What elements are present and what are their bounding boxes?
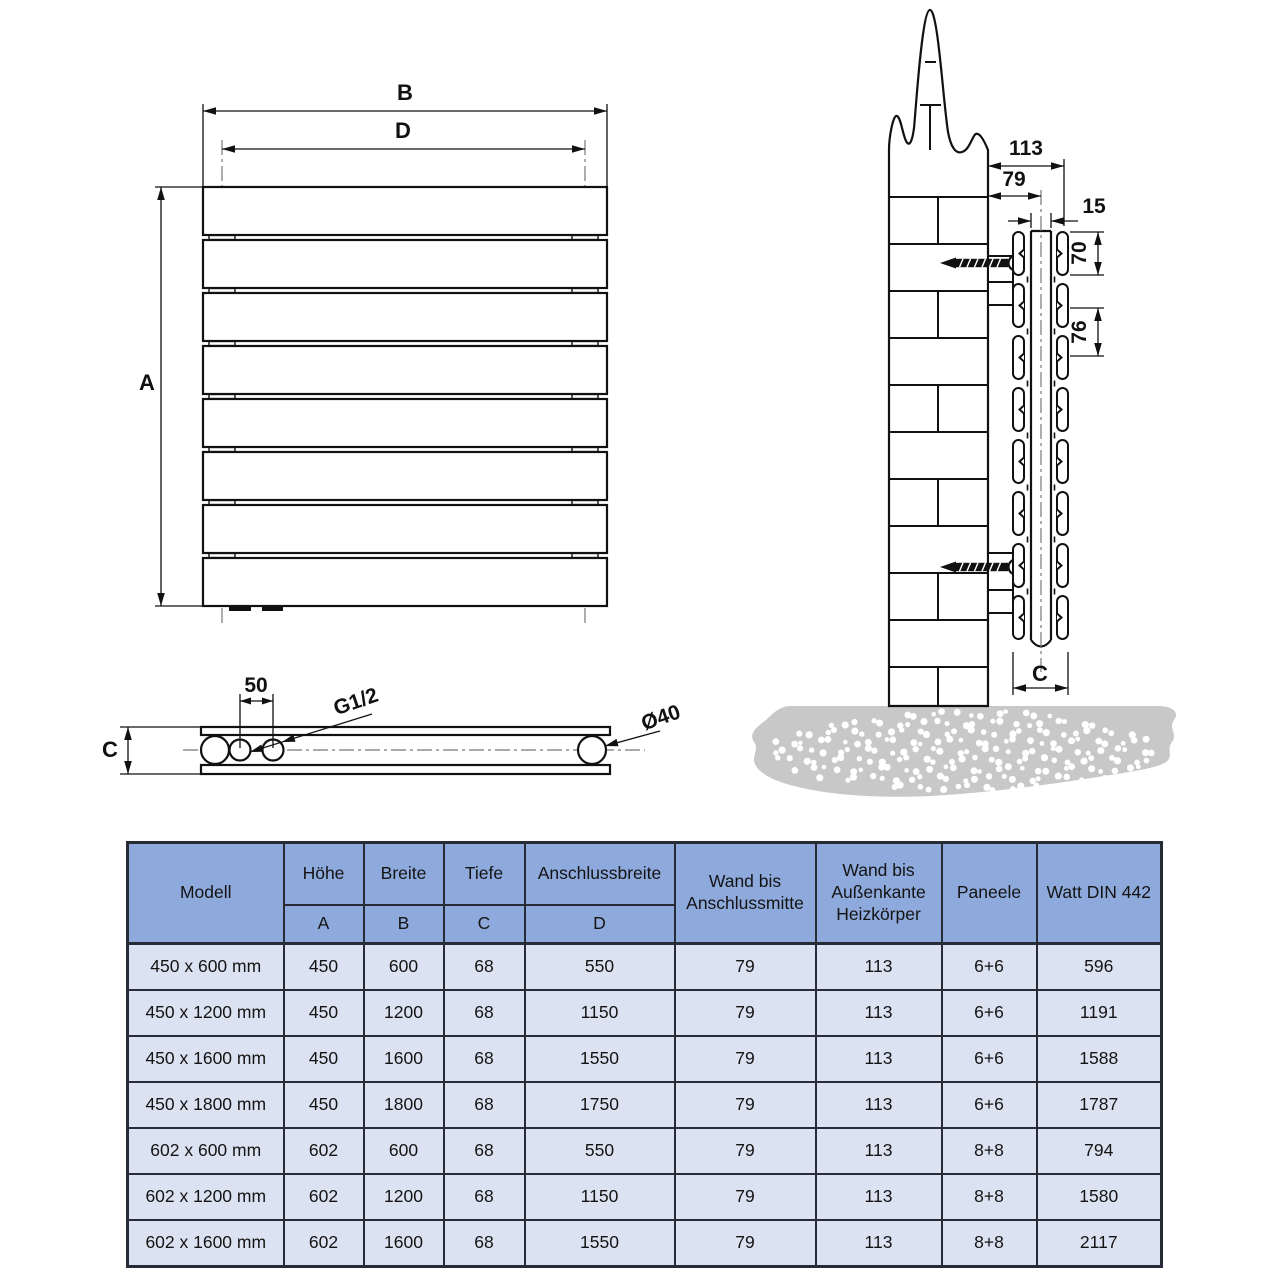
table-cell: 79 xyxy=(675,1128,816,1174)
dim-label-113: 113 xyxy=(1009,137,1043,160)
table-row xyxy=(128,1036,1162,1082)
table-cell: 602 x 1200 mm xyxy=(128,1174,284,1220)
col-header-paneele: Paneele xyxy=(942,843,1037,944)
col-header-hoehe: Höhe xyxy=(284,843,364,906)
col-header-wand-aussen: Wand bis Außenkante Heizkörper xyxy=(816,843,942,944)
dim-label-d: D xyxy=(395,118,411,143)
table-cell: 1550 xyxy=(525,1220,675,1267)
table-cell: 602 x 1600 mm xyxy=(128,1220,284,1267)
table-cell: 8+8 xyxy=(942,1128,1037,1174)
table-cell: 602 x 600 mm xyxy=(128,1128,284,1174)
table-row xyxy=(128,1174,1162,1220)
table-cell: 79 xyxy=(675,1174,816,1220)
table-cell: 602 xyxy=(284,1128,364,1174)
table-cell: 68 xyxy=(444,944,525,991)
table-row xyxy=(128,1128,1162,1174)
table-cell: 79 xyxy=(675,944,816,991)
dim-label-b: B xyxy=(397,80,413,105)
table-cell: 450 x 1800 mm xyxy=(128,1082,284,1128)
table-row xyxy=(128,944,1162,991)
col-subheader-a: A xyxy=(284,905,364,944)
plan-view xyxy=(102,674,683,774)
table-cell: 450 xyxy=(284,990,364,1036)
table-row xyxy=(128,1082,1162,1128)
table-cell: 450 x 1200 mm xyxy=(128,990,284,1036)
table-cell: 450 xyxy=(284,1036,364,1082)
side-view xyxy=(889,10,1106,706)
table-cell: 1150 xyxy=(525,990,675,1036)
dim-label-76: 76 xyxy=(1068,320,1091,344)
col-header-anschlussbreite: Anschlussbreite xyxy=(525,843,675,906)
table-cell: 1600 xyxy=(364,1220,444,1267)
table-cell: 1750 xyxy=(525,1082,675,1128)
col-header-watt: Watt DIN 442 xyxy=(1037,843,1162,944)
table-cell: 79 xyxy=(675,1082,816,1128)
table-cell: 68 xyxy=(444,990,525,1036)
spec-table-body xyxy=(128,944,1162,1267)
table-cell: 6+6 xyxy=(942,944,1037,991)
table-cell: 79 xyxy=(675,990,816,1036)
table-cell: 79 xyxy=(675,1036,816,1082)
table-cell: 79 xyxy=(675,1220,816,1267)
col-subheader-b: B xyxy=(364,905,444,944)
spec-table-header xyxy=(128,843,1162,944)
table-cell: 450 xyxy=(284,944,364,991)
table-cell: 6+6 xyxy=(942,1036,1037,1082)
col-header-wand-mitte: Wand bis Anschlussmitte xyxy=(675,843,816,944)
table-cell: 68 xyxy=(444,1036,525,1082)
table-cell: 68 xyxy=(444,1174,525,1220)
table-cell: 68 xyxy=(444,1220,525,1267)
col-header-modell: Modell xyxy=(128,843,284,944)
table-cell: 550 xyxy=(525,944,675,991)
table-cell: 600 xyxy=(364,944,444,991)
table-cell: 113 xyxy=(816,1082,942,1128)
col-subheader-d: D xyxy=(525,905,675,944)
table-cell: 794 xyxy=(1037,1128,1162,1174)
table-row xyxy=(128,1220,1162,1267)
table-cell: 1191 xyxy=(1037,990,1162,1036)
table-cell: 600 xyxy=(364,1128,444,1174)
table-cell: 1550 xyxy=(525,1036,675,1082)
table-cell: 602 xyxy=(284,1220,364,1267)
ground-texture xyxy=(752,706,1176,797)
table-row xyxy=(128,990,1162,1036)
table-cell: 602 xyxy=(284,1174,364,1220)
dim-label-15: 15 xyxy=(1082,195,1106,218)
col-header-tiefe: Tiefe xyxy=(444,843,525,906)
table-cell: 550 xyxy=(525,1128,675,1174)
table-cell: 1787 xyxy=(1037,1082,1162,1128)
front-view xyxy=(139,80,607,626)
table-cell: 6+6 xyxy=(942,1082,1037,1128)
col-subheader-c: C xyxy=(444,905,525,944)
table-cell: 596 xyxy=(1037,944,1162,991)
dim-label-70: 70 xyxy=(1068,241,1091,265)
table-cell: 450 x 600 mm xyxy=(128,944,284,991)
dim-label-g12: G1/2 xyxy=(330,683,382,721)
dim-label-c-side: C xyxy=(1032,661,1048,686)
table-cell: 1800 xyxy=(364,1082,444,1128)
table-cell: 113 xyxy=(816,1174,942,1220)
col-header-breite: Breite xyxy=(364,843,444,906)
table-cell: 1588 xyxy=(1037,1036,1162,1082)
table-cell: 8+8 xyxy=(942,1220,1037,1267)
table-cell: 8+8 xyxy=(942,1174,1037,1220)
dim-label-a: A xyxy=(139,370,155,395)
table-cell: 68 xyxy=(444,1082,525,1128)
dim-label-c-plan: C xyxy=(102,737,118,762)
table-cell: 1200 xyxy=(364,990,444,1036)
dim-label-50: 50 xyxy=(244,674,268,697)
table-cell: 450 xyxy=(284,1082,364,1128)
spec-table-section xyxy=(126,841,1160,1268)
table-cell: 1600 xyxy=(364,1036,444,1082)
table-cell: 2117 xyxy=(1037,1220,1162,1267)
table-cell: 6+6 xyxy=(942,990,1037,1036)
table-cell: 113 xyxy=(816,944,942,991)
table-cell: 1200 xyxy=(364,1174,444,1220)
dim-label-d40: Ø40 xyxy=(638,700,684,736)
table-cell: 113 xyxy=(816,990,942,1036)
table-cell: 1580 xyxy=(1037,1174,1162,1220)
table-cell: 1150 xyxy=(525,1174,675,1220)
table-cell: 113 xyxy=(816,1220,942,1267)
table-cell: 450 x 1600 mm xyxy=(128,1036,284,1082)
spec-table xyxy=(126,841,1163,1268)
dim-label-79: 79 xyxy=(1002,168,1026,191)
table-cell: 68 xyxy=(444,1128,525,1174)
table-cell: 113 xyxy=(816,1036,942,1082)
table-cell: 113 xyxy=(816,1128,942,1174)
